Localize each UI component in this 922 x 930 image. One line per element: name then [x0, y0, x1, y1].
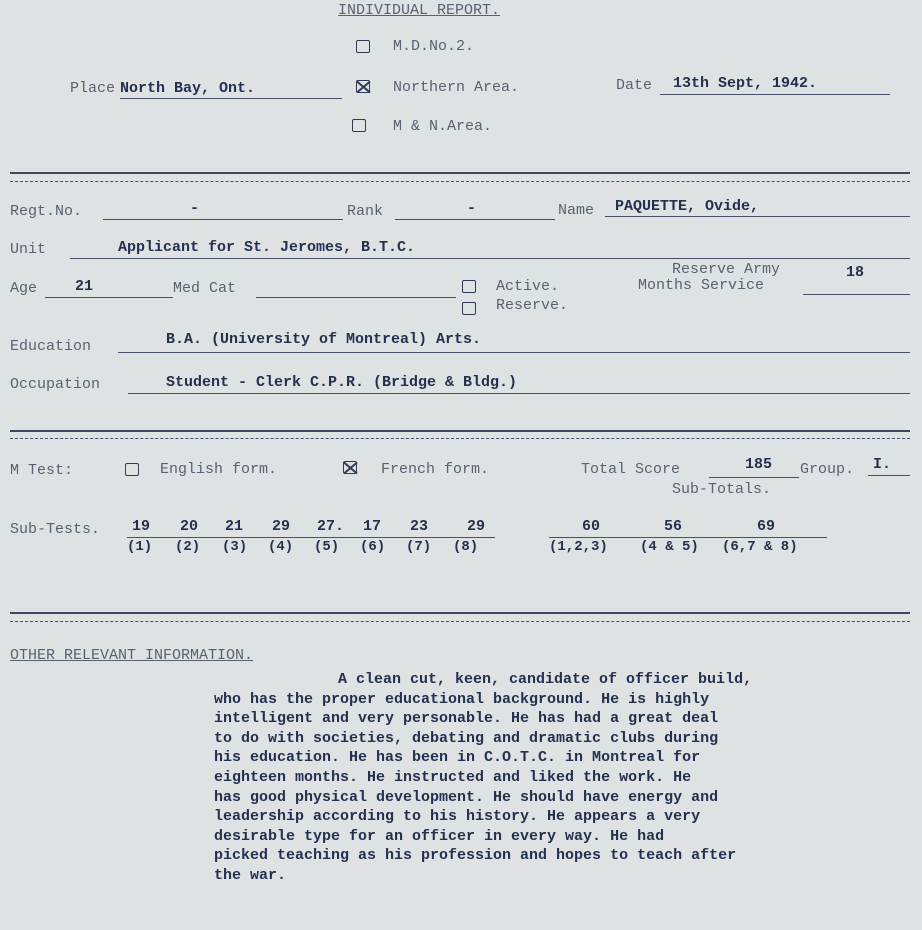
place-value: North Bay, Ont. — [120, 80, 256, 97]
paragraph-line: the war. — [214, 866, 287, 884]
subtotal-score: 69 — [757, 518, 776, 535]
total-score-value: 185 — [745, 456, 773, 473]
rank-value: - — [467, 200, 477, 217]
paragraph-line: who has the proper educational background. He is highly — [214, 690, 710, 708]
option-md2-label: M.D.No.2. — [393, 38, 475, 55]
other-info-paragraph — [214, 670, 752, 886]
name-label: Name — [558, 202, 595, 219]
paragraph-line: his education. He has been in C.O.T.C. in Montreal for — [214, 749, 701, 767]
paragraph-line: intelligent and very personable. He has had a great deal — [214, 710, 719, 728]
occupation-value: Student - Clerk C.P.R. (Bridge & Bldg.) — [166, 374, 518, 391]
subtest-score: 29 — [467, 518, 486, 535]
test-label: M Test: — [10, 462, 74, 479]
date-label: Date — [616, 77, 653, 94]
option-northern-checkbox[interactable] — [356, 80, 370, 93]
form-title: INDIVIDUAL REPORT. — [338, 2, 501, 19]
subtest-number: (6) — [360, 539, 386, 555]
subtest-number: (3) — [222, 539, 248, 555]
subtest-number: (4) — [268, 539, 294, 555]
paragraph-line: leadership according to his history. He appears a very — [214, 808, 701, 826]
reserve-army-label: Reserve Army — [672, 261, 781, 278]
occupation-label: Occupation — [10, 376, 101, 393]
subtest-score: 17 — [363, 518, 382, 535]
subtest-score: 21 — [225, 518, 244, 535]
subtotal-number: (1,2,3) — [549, 539, 608, 555]
subtest-number: (5) — [314, 539, 340, 555]
french-form-checkbox[interactable] — [343, 461, 357, 474]
subtest-score: 19 — [132, 518, 151, 535]
subtests-label: Sub-Tests. — [10, 521, 101, 538]
paragraph-line: A clean cut, keen, candidate of officer build, — [338, 671, 753, 688]
subtotal-number: (4 & 5) — [640, 539, 699, 555]
option-md2-checkbox[interactable] — [356, 40, 370, 53]
paragraph-line: to do with societies, debating and dramatic clubs during — [214, 729, 719, 747]
english-form-label: English form. — [160, 461, 278, 478]
subtest-score: 20 — [180, 518, 199, 535]
name-value: PAQUETTE, Ovide, — [615, 198, 760, 215]
medcat-label: Med Cat — [173, 280, 237, 297]
paragraph-line: desirable type for an officer in every way. He had — [214, 827, 665, 845]
subtest-number: (8) — [453, 539, 479, 555]
paragraph-line: picked teaching as his profession and hopes to teach after — [214, 847, 737, 865]
option-northern-label: Northern Area. — [393, 79, 520, 96]
regt-label: Regt.No. — [10, 203, 83, 220]
total-score-label: Total Score — [581, 461, 681, 478]
subtest-score: 27. — [317, 518, 345, 535]
unit-value: Applicant for St. Jeromes, B.T.C. — [118, 239, 416, 256]
subtotal-number: (6,7 & 8) — [722, 539, 798, 555]
other-info-heading: OTHER RELEVANT INFORMATION. — [10, 647, 254, 664]
reserve-checkbox[interactable] — [462, 302, 476, 315]
subtotals-label: Sub-Totals. — [672, 481, 772, 498]
months-service-value: 18 — [846, 264, 865, 281]
group-value: I. — [873, 456, 892, 473]
unit-label: Unit — [10, 241, 47, 258]
french-form-label: French form. — [381, 461, 490, 478]
age-label: Age — [10, 280, 38, 297]
active-label: Active. — [496, 278, 560, 295]
education-value: B.A. (University of Montreal) Arts. — [166, 331, 482, 348]
subtest-score: 29 — [272, 518, 291, 535]
subtest-number: (7) — [406, 539, 432, 555]
education-label: Education — [10, 338, 92, 355]
rank-label: Rank — [347, 203, 384, 220]
option-mn-label: M & N.Area. — [393, 118, 493, 135]
option-mn-checkbox[interactable] — [352, 119, 366, 132]
months-service-label: Months Service — [638, 277, 765, 294]
subtotal-score: 60 — [582, 518, 601, 535]
active-checkbox[interactable] — [462, 280, 476, 293]
date-value: 13th Sept, 1942. — [673, 75, 818, 92]
subtest-score: 23 — [410, 518, 429, 535]
subtest-number: (1) — [127, 539, 153, 555]
age-value: 21 — [75, 278, 94, 295]
subtotal-score: 56 — [664, 518, 683, 535]
english-form-checkbox[interactable] — [125, 463, 139, 476]
paragraph-line: has good physical development. He should have energy and — [214, 788, 719, 806]
regt-value: - — [190, 200, 200, 217]
reserve-label: Reserve. — [496, 297, 569, 314]
subtest-number: (2) — [175, 539, 201, 555]
place-label: Place — [70, 80, 116, 97]
group-label: Group. — [800, 461, 855, 478]
paragraph-line: eighteen months. He instructed and liked the work. He — [214, 768, 692, 786]
